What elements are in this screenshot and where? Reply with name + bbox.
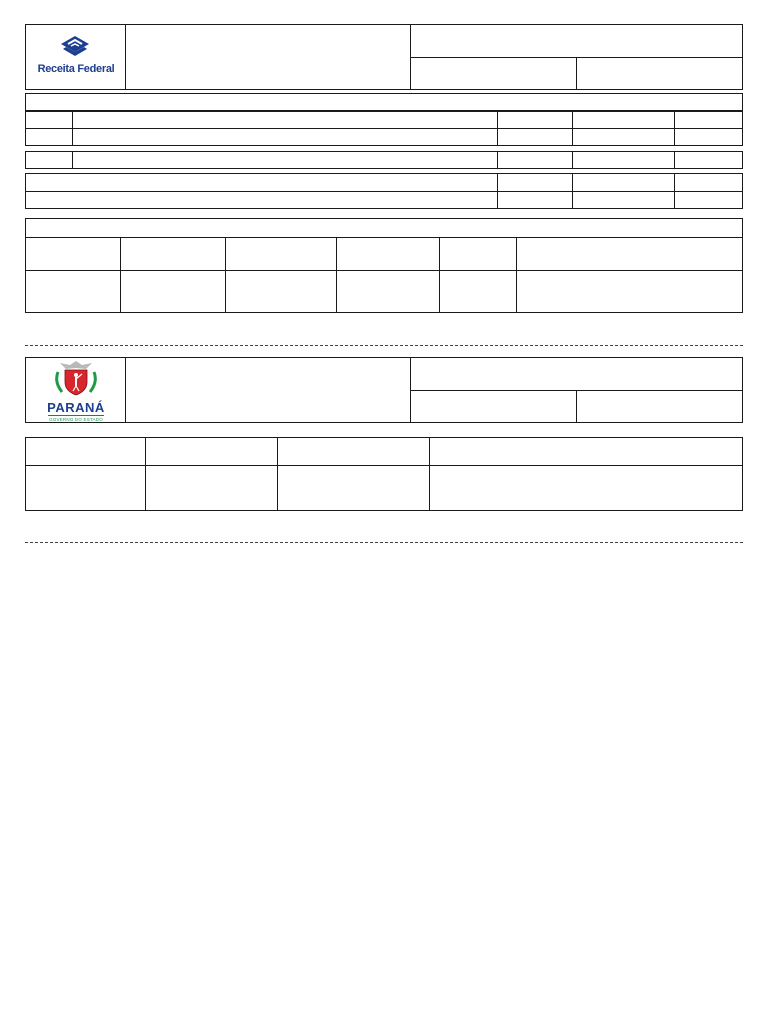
divider — [429, 437, 430, 511]
divider — [572, 111, 573, 146]
divider — [572, 151, 573, 169]
divider — [277, 437, 278, 511]
receita-federal-logo — [30, 34, 122, 80]
logo-rule — [48, 415, 104, 416]
divider — [145, 437, 146, 511]
divider — [25, 128, 743, 129]
cut-line — [25, 345, 743, 346]
payment-table-frame — [25, 218, 743, 313]
divider — [25, 191, 743, 192]
divider — [674, 111, 675, 146]
grid-title-row — [25, 93, 743, 111]
divider — [497, 173, 498, 209]
divider — [439, 237, 440, 313]
divider — [25, 270, 743, 271]
parana-subtitle: GOVERNO DO ESTADO — [49, 417, 103, 422]
divider — [25, 237, 743, 238]
divider — [25, 465, 743, 466]
divider — [576, 57, 577, 90]
divider — [497, 151, 498, 169]
divider — [125, 24, 126, 90]
receita-federal-emblem-icon — [58, 34, 92, 60]
divider — [336, 237, 337, 313]
receita-federal-wordmark: Receita Federal — [37, 63, 115, 75]
grid-row — [25, 151, 743, 169]
divider — [576, 390, 577, 423]
parana-logo — [38, 360, 114, 422]
divider — [674, 151, 675, 169]
divider — [516, 237, 517, 313]
cut-line — [25, 542, 743, 543]
divider — [674, 173, 675, 209]
divider — [72, 111, 73, 146]
state-table-frame — [25, 437, 743, 511]
parana-wordmark: PARANÁ — [47, 400, 105, 415]
divider — [125, 357, 126, 423]
divider — [572, 173, 573, 209]
divider — [225, 237, 226, 313]
parana-coat-of-arms-icon — [52, 360, 100, 396]
divider — [120, 237, 121, 313]
divider — [72, 151, 73, 169]
divider — [497, 111, 498, 146]
